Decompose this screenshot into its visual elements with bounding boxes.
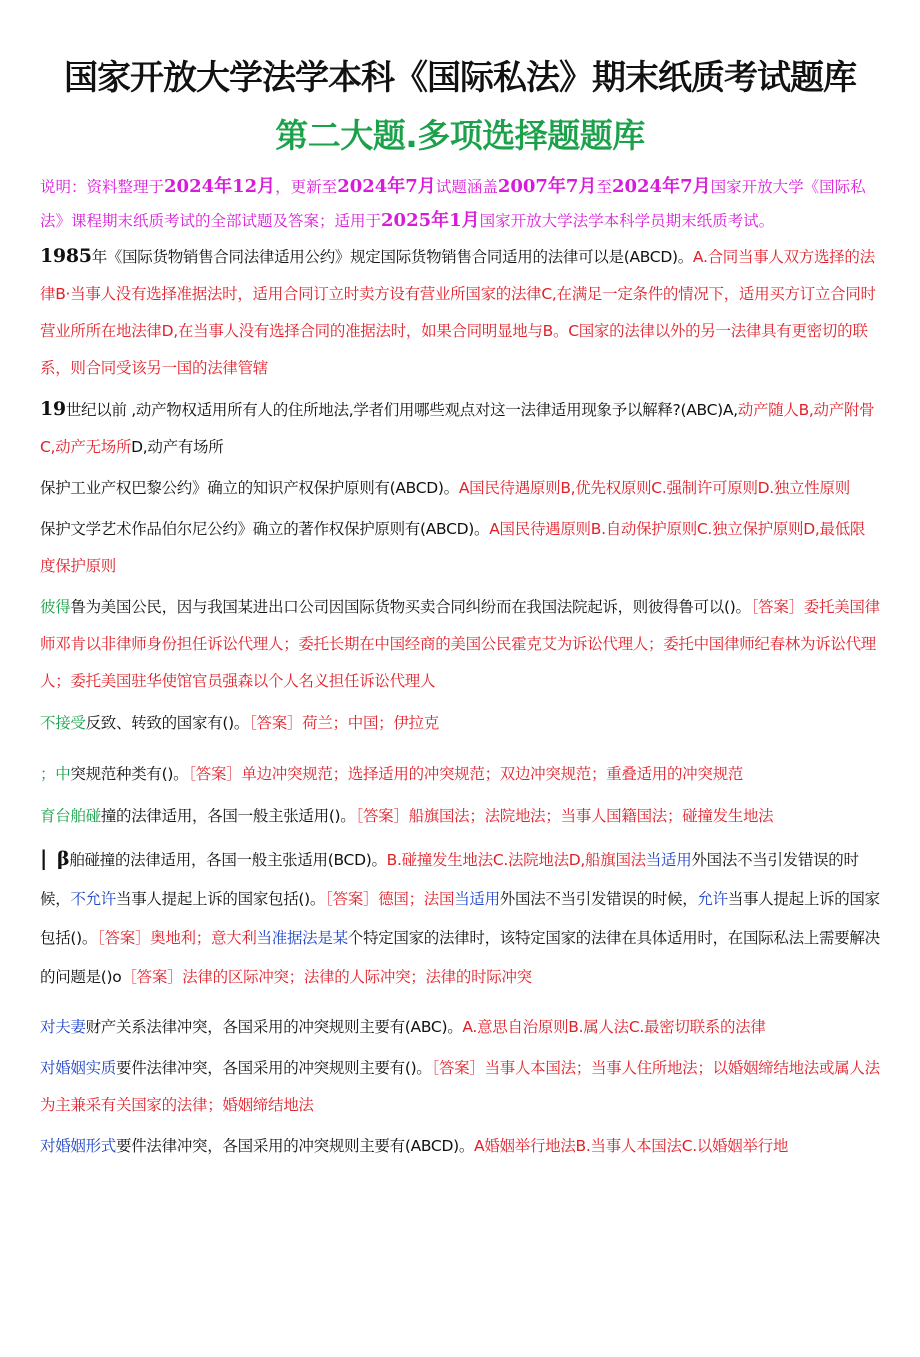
question-item xyxy=(40,798,880,835)
question-number: 1985 xyxy=(40,245,92,267)
question-lead: 不允许 xyxy=(70,890,117,908)
question-text: 当事人提起上诉的国家包括()。 xyxy=(116,890,326,908)
question-item xyxy=(40,1050,880,1124)
question-item xyxy=(40,1128,880,1165)
question-lead: 育台舶碰 xyxy=(40,807,101,825)
question-text: 撞的法律适用，各国一般主张适用()。 xyxy=(100,807,356,825)
question-text: 舶碰撞的法律适用，各国一般主张适用(BCD)。 xyxy=(69,851,387,869)
question-item xyxy=(40,839,880,997)
question-text: 外国法不当引发错误的时候， xyxy=(40,851,859,908)
question-lead: 当准据法是某 xyxy=(256,929,348,947)
answer-text: A.意思自治原则B.属人法C.最密切联系的法律 xyxy=(462,1018,766,1036)
answer-text: ［答案］奥地利；意大利 xyxy=(97,929,257,947)
question-text: 保护文学艺术作品伯尔尼公约》确立的著作权保护原则有(ABCD)。 xyxy=(40,520,490,538)
question-item xyxy=(40,238,880,387)
answer-text: 动产随人B,动产附骨C,动产无场所 xyxy=(40,401,875,456)
question-item xyxy=(40,470,880,507)
question-text: 保护工业产权巴黎公约》确立的知识产权保护原则有(ABCD)。 xyxy=(40,479,459,497)
question-text: 个特定国家的法律时，该特定国家的法律在具体适用时，在国际私法上需要解决的问题是()o xyxy=(40,929,880,986)
question-text: 要件法律冲突，各国采用的冲突规则主要有()。 xyxy=(116,1059,432,1077)
question-lead: 允许 xyxy=(697,890,728,908)
answer-text: B.碰撞发生地法C.法院地法D,船旗国法 xyxy=(386,851,646,869)
answer-text: A婚姻举行地法B.当事人本国法C.以婚姻举行地 xyxy=(474,1137,789,1155)
question-lead: 当适用 xyxy=(645,851,692,869)
answer-text: ［答案］法律的区际冲突；法律的人际冲突；法律的时际冲突 xyxy=(121,968,532,986)
question-item xyxy=(40,589,880,700)
answer-text: ［答案］当事人本国法；当事人住所地法；以婚姻缔结地法或属人法为主兼采有关国家的法律；婚姻缔结地法 xyxy=(40,1059,880,1114)
question-item xyxy=(40,511,880,585)
question-text: 鲁为美国公民，因与我国某进出口公司因国际货物买卖合同纠纷而在我国法院起诉，则彼得鲁可以()。 xyxy=(70,598,751,616)
answer-text: A国民待遇原则B,优先权原则C.强制许可原则D.独立性原则 xyxy=(458,479,850,497)
answer-text: ［答案］德国；法国 xyxy=(325,890,455,908)
question-lead: 对婚姻形式 xyxy=(40,1137,117,1155)
document-page xyxy=(0,56,920,1357)
answer-text: ［答案］委托美国律师邓肯以非律师身份担任诉讼代理人；委托长期在中国经商的美国公民霍克艾为诉讼代理人；委托中国律师纪春林为诉讼代理人；委托美国驻华使馆官员强森以个人名义担任诉讼代理人 xyxy=(40,598,880,690)
question-item xyxy=(40,391,880,466)
answer-text: A.合同当事人双方选择的法律B·当事人没有选择准据法时，适用合同订立时卖方设有营业所国家的法律C,在满足一定条件的情况下，适用买方订立合同时营业所所在地法律D,在当事人没有选择合同的准据法时，如果合同明显地与B。C国家的法律以外的另一法律具有更密切的联系，则合同受该另一国的法律管辖 xyxy=(40,248,876,377)
answer-text: ［答案］单边冲突规范；选择适用的冲突规范；双边冲突规范；重叠适用的冲突规范 xyxy=(188,765,743,783)
question-text: 突规范种类有()。 xyxy=(70,765,189,783)
question-text: 要件法律冲突，各国采用的冲突规则主要有(ABCD)。 xyxy=(116,1137,475,1155)
question-text: 外国法不当引发错误的时候， xyxy=(499,890,698,908)
question-item xyxy=(40,755,880,794)
question-number: 19 xyxy=(40,398,66,420)
answer-text: A国民待遇原则B.自动保护原则C.独立保护原则D,最低限度保护原则 xyxy=(40,520,866,575)
answer-text: ［答案］荷兰；中国；伊拉克 xyxy=(249,714,439,732)
question-text: 世纪以前 ,动产物权适用所有人的住所地法,学者们用哪些观点对这一法律适用现象予以解释?(ABC)A, xyxy=(65,401,738,419)
description-note: 说明：资料整理于2024年12月，更新至2024年7月试题涵盖2007年7月至2024年7月国家开放大学《国际私法》课程期末纸质考试的全部试题及答案；适用于2025年1月国家开放大学法学本科学员期末纸质考试。 xyxy=(40,176,866,231)
question-lead: 对婚姻实质 xyxy=(40,1059,117,1077)
question-text: 年《国际货物销售合同法律适用公约》规定国际货物销售合同适用的法律可以是(ABCD)。 xyxy=(91,248,693,266)
question-lead: β xyxy=(57,848,70,870)
question-item xyxy=(40,1009,880,1046)
question-text: 财产关系法律冲突，各国采用的冲突规则主要有(ABC)。 xyxy=(85,1018,463,1036)
question-text: D,动产有场所 xyxy=(131,438,224,456)
question-lead: ；中 xyxy=(40,765,71,783)
question-item xyxy=(40,704,880,743)
answer-text: ［答案］船旗国法；法院地法；当事人国籍国法；碰撞发生地法 xyxy=(355,807,774,825)
page-title: 国家开放大学法学本科《国际私法》期末纸质考试题库 xyxy=(64,58,856,98)
question-lead: 彼得 xyxy=(40,598,71,616)
section-title: 第二大题.多项选择题题库 xyxy=(275,116,645,155)
question-lead: 不接受 xyxy=(40,714,86,732)
vertical-bar-mark: | xyxy=(40,846,48,870)
question-lead: 当适用 xyxy=(454,890,500,908)
question-lead: 对夫妻 xyxy=(40,1018,86,1036)
question-text: 反致、转致的国家有()。 xyxy=(85,714,250,732)
question-text: 当事人提起上诉的国家包括()。 xyxy=(40,890,880,947)
